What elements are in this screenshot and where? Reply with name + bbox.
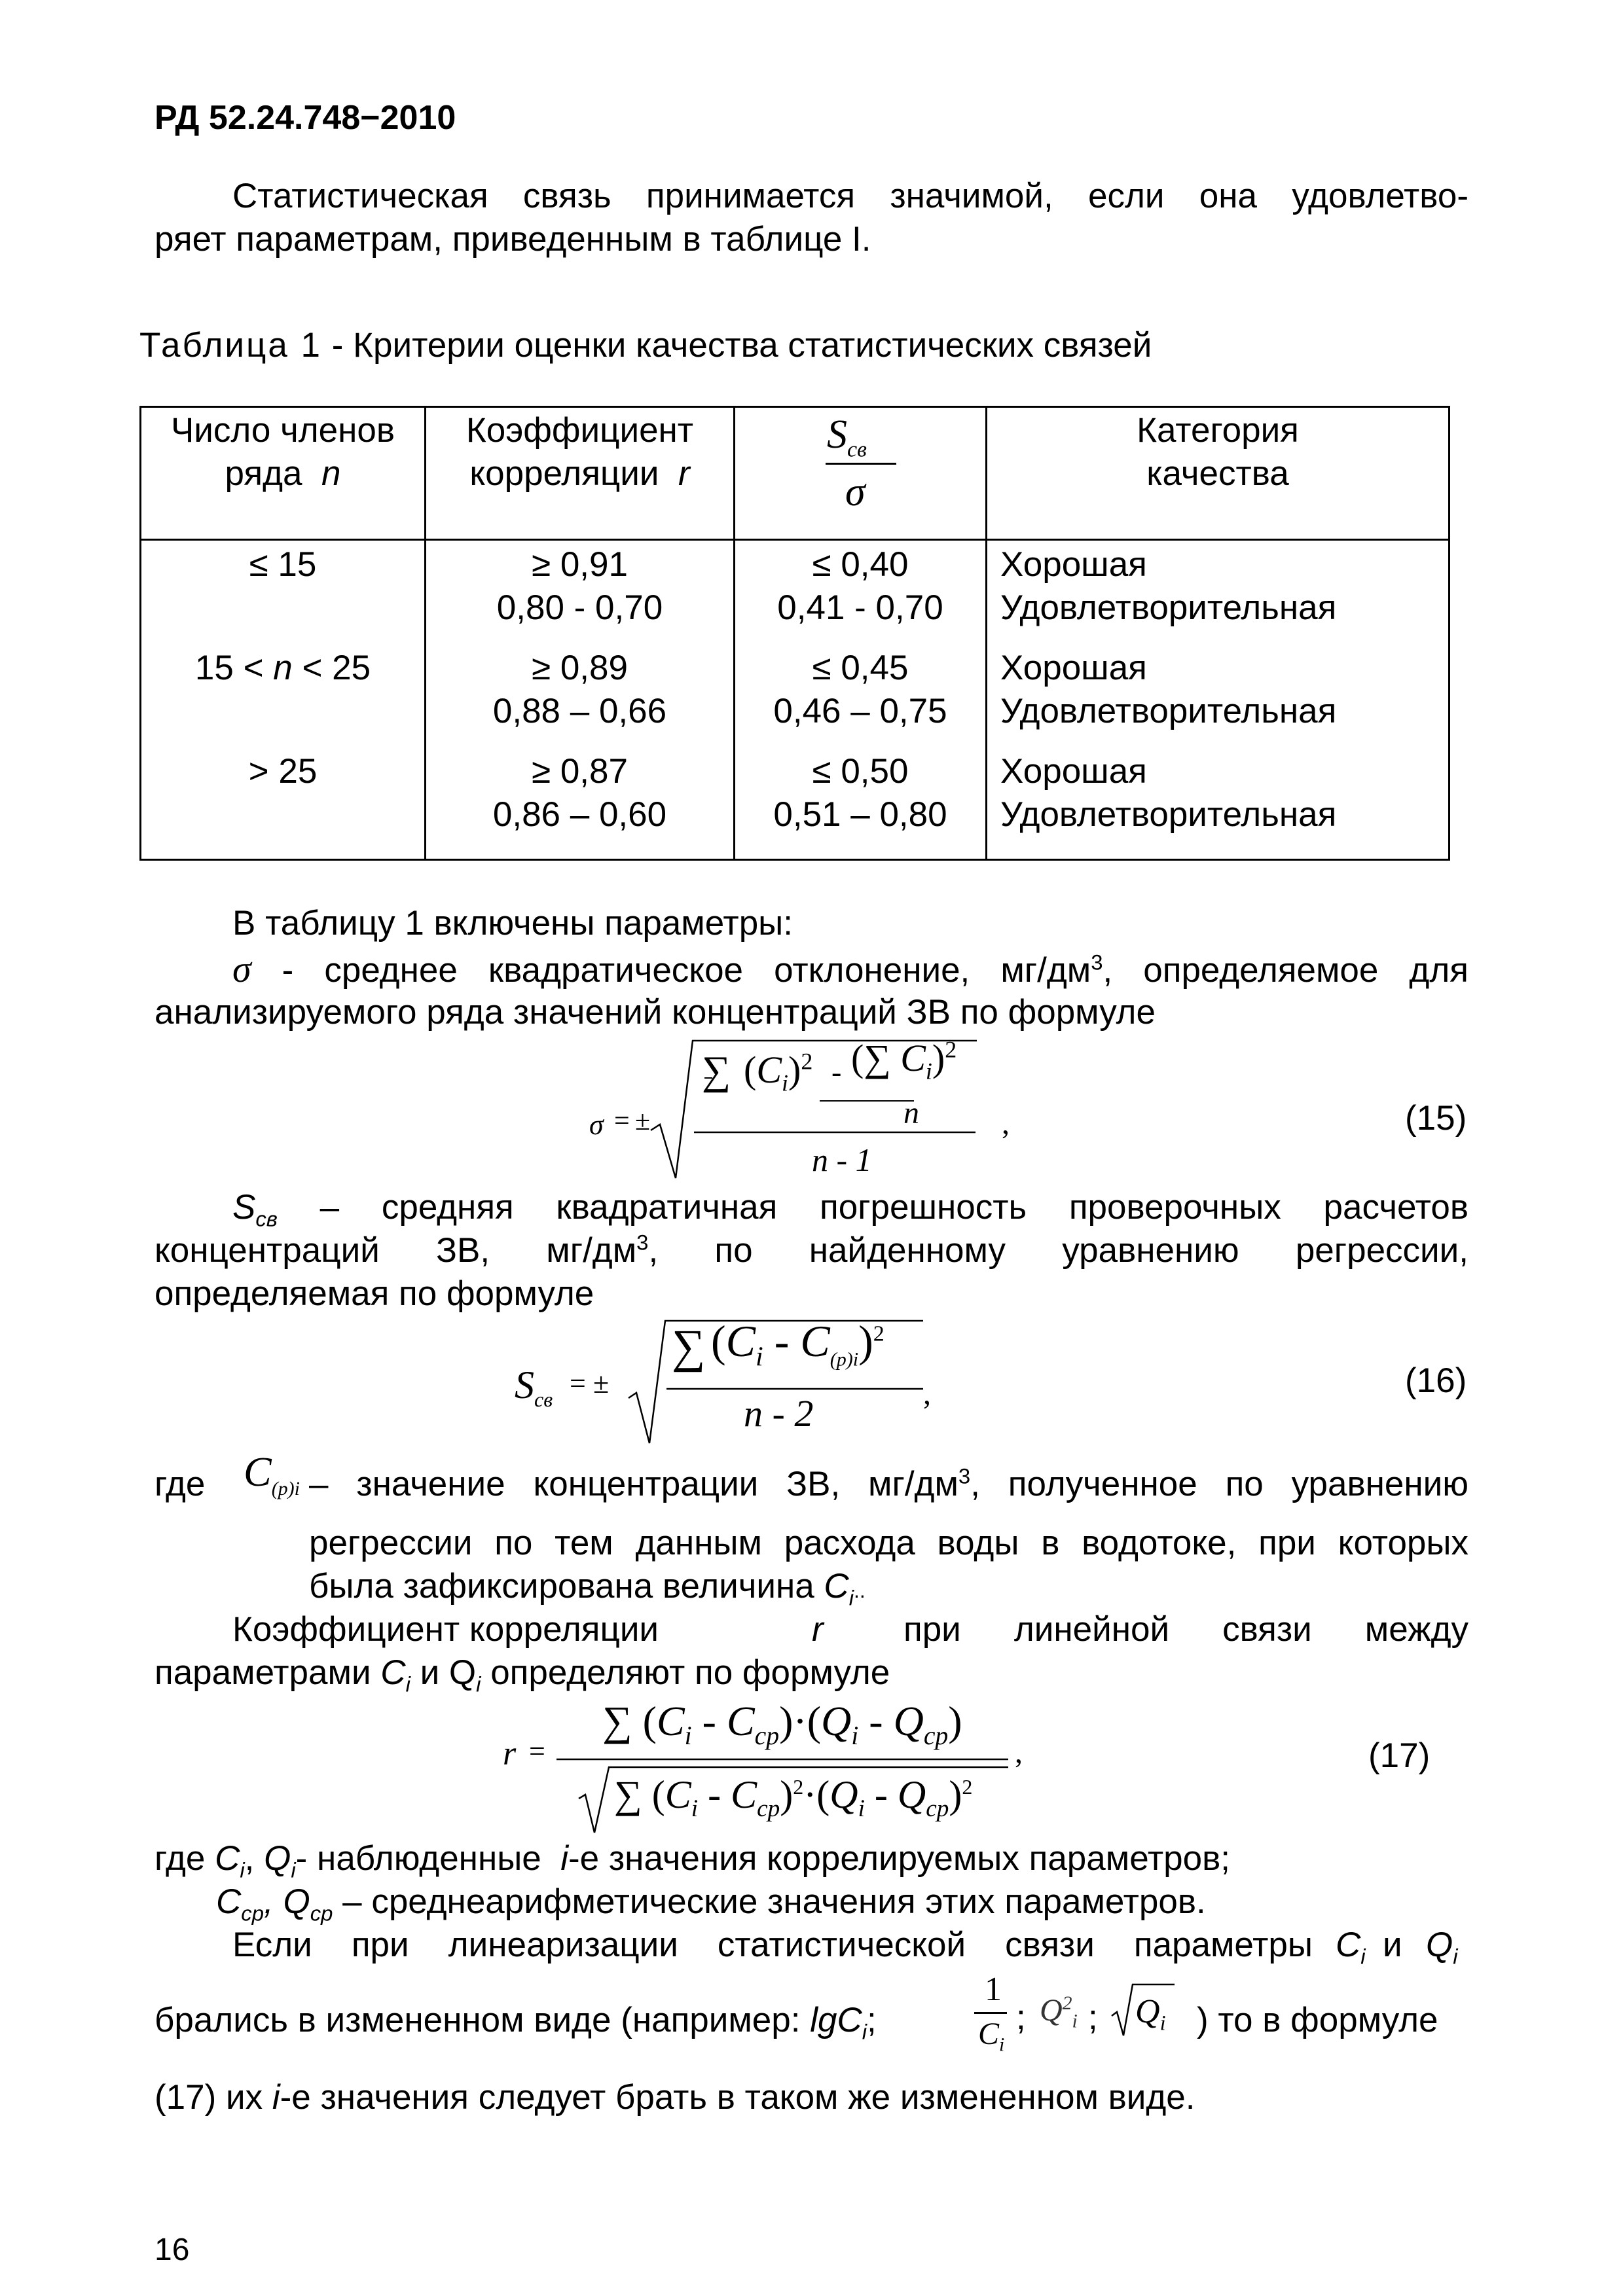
lin-q2-q: Q [1040, 1993, 1063, 2028]
f17-minus3: - [708, 1773, 721, 1816]
f17-minus1: - [702, 1698, 716, 1744]
f16-sq: 2 [873, 1321, 884, 1346]
row3-ratio-good: ≤ 0,50 [812, 752, 909, 791]
lin-line2-a-text: брались в измененном виде (например: [155, 2001, 811, 2039]
f16-s: S [515, 1363, 534, 1407]
f16-denominator: n - 2 [744, 1392, 814, 1435]
cpi-def-line3-var: C [824, 1567, 849, 1605]
f17-ccp2: C [731, 1773, 757, 1816]
corr-line1-var: r [812, 1610, 824, 1649]
lin-q: Q [1426, 1926, 1453, 1964]
f15-plusminus: ± [635, 1106, 651, 1136]
where-label: где [155, 1465, 206, 1503]
row1-n: ≤ 15 [249, 545, 317, 584]
lin-semi2: ; [1088, 1998, 1098, 2037]
s-symbol: S [232, 1188, 256, 1227]
s-def-line2-a: концентраций ЗВ, мг/дм [155, 1231, 637, 1270]
sigma-def-tail: , определяемое для [1103, 951, 1468, 990]
f17-dot2: · [803, 1773, 817, 1816]
where2-c: C [215, 1839, 240, 1878]
formula-17-number: (17) [1368, 1736, 1431, 1775]
s-unit-sup: 3 [636, 1230, 649, 1255]
row2-r-good: ≥ 0,89 [532, 649, 628, 687]
row3-r [426, 750, 733, 836]
s-symbol-sub: св [255, 1206, 278, 1231]
f17-denominator: ∑ $(C_i - C_{cp})^2\cdot(Q_i - Q_{cp})^2$ [614, 1773, 973, 1822]
f17-q: Q [821, 1698, 852, 1744]
row1-category-good: Хорошая [1000, 545, 1147, 584]
header-category [987, 409, 1448, 495]
cpi-def-line3-sub: i [848, 1585, 854, 1610]
f17-qi2: i [858, 1795, 865, 1822]
row2-ratio [735, 647, 985, 733]
corr-line1-b: при линейной связи между [903, 1610, 1468, 1649]
f15-sum2: ∑ [864, 1037, 891, 1079]
lin-line1-text: Если при линеаризации статистической связи параметры [232, 1926, 1313, 1964]
avg-line [216, 1880, 1206, 1924]
f17-ccp-sub: cp [754, 1721, 780, 1750]
row2-n-pre: 15 < [194, 649, 274, 687]
lin-ci-c: C [978, 2017, 1000, 2051]
row1-category [1000, 543, 1448, 630]
lin-fraction-bar [974, 2012, 1007, 2014]
cpi-def-line2: регрессии по тем данным расхода воды в водотоке, при которых [309, 1524, 1468, 1562]
header-r-label: корреляции [469, 454, 659, 493]
avg-c: C [216, 1882, 242, 1921]
where2-line [155, 1837, 1230, 1880]
row2-n-var: n [273, 649, 293, 687]
lin-and: и [1383, 1926, 1402, 1964]
row2-category [1000, 647, 1448, 733]
avg-qsub: ср [310, 1901, 333, 1926]
avg-comma: , [264, 1882, 283, 1921]
header-ratio-sub: св [847, 437, 867, 462]
lin-sqrt-q [1135, 1992, 1166, 2035]
lin-q2-i: i [1072, 2010, 1078, 2032]
row2-n [141, 647, 424, 690]
cpi-def-line3-a: была зафиксирована величина [309, 1567, 824, 1605]
lin-line3-b: -е значения следует брать в таком же измененном виде. [280, 2078, 1195, 2117]
f17-qcp2: Q [897, 1773, 926, 1816]
header-ratio-denominator: σ [845, 470, 866, 514]
cpi-def-line3-end: .. [854, 1579, 866, 1602]
f15-sum1: ∑ [702, 1049, 731, 1093]
row3-category-satisfactory: Удовлетворительная [1000, 795, 1337, 834]
where2-b: - наблюденные [295, 1839, 551, 1878]
intro-line-2: ряет параметрам, приведенным в таблице I. [155, 220, 871, 259]
corr-line2-c: C [380, 1653, 406, 1692]
f16-s-sub: св [534, 1388, 553, 1411]
where2-a: где [155, 1839, 215, 1878]
header-ratio-s: S [827, 412, 847, 457]
f17-sq1: 2 [793, 1775, 804, 1799]
row1-ratio [735, 543, 985, 630]
cpi-sub: (p)i [271, 1477, 301, 1499]
corr-line2-and: и Q [410, 1653, 477, 1692]
lin-semi1: ; [1016, 1998, 1026, 2037]
f16-plusminus: ± [593, 1367, 610, 1399]
row3-ratio-satisfactory: 0,51 – 0,80 [773, 795, 947, 834]
f15-i: i [782, 1069, 789, 1096]
row3-n: > 25 [248, 752, 318, 791]
table-caption-rest: - Критерии оценки качества статистических связей [322, 326, 1152, 365]
header-ratio [735, 409, 985, 539]
f17-sum2: ∑ [614, 1773, 642, 1816]
f16-i: i [756, 1341, 763, 1372]
corr-line2-csub: i [405, 1672, 410, 1696]
f17-ci2: i [691, 1795, 699, 1822]
f15-c2: C [900, 1037, 926, 1079]
f17-qcp2-sub: cp [926, 1795, 949, 1822]
sigma-symbol: σ [232, 948, 251, 990]
f16-sum: ∑ [672, 1320, 706, 1372]
header-n [141, 409, 424, 495]
row1-category-satisfactory: Удовлетворительная [1000, 588, 1337, 627]
f15-c: C [756, 1049, 782, 1091]
avg-q: Q [283, 1882, 310, 1921]
s-def-text: – средняя квадратичная погрешность проверочных расчетов [277, 1188, 1468, 1227]
f17-equals: = [529, 1735, 545, 1767]
header-ratio-bar [826, 463, 896, 465]
header-n-var: n [321, 454, 341, 493]
row3-category [1000, 750, 1448, 836]
row1-r-good: ≥ 0,91 [532, 545, 628, 584]
corr-line2-b: определяют по формуле [481, 1653, 890, 1692]
f15-equals: = [614, 1106, 630, 1136]
s-def-line2 [155, 1229, 1468, 1272]
f15-sq2: 2 [945, 1036, 957, 1063]
cpi-def-b: , полученное по уравнению [970, 1465, 1468, 1503]
corr-line2-qsub: i [476, 1672, 481, 1696]
where2-qsub: i [291, 1857, 296, 1882]
row2-n-post: < 25 [292, 649, 371, 687]
f17-c: C [656, 1698, 685, 1744]
f16-comma: , [923, 1376, 931, 1411]
cpi-def-line1 [309, 1463, 1468, 1506]
sigma-def-text: - среднее квадратическое отклонение, мг/дм [251, 951, 1091, 990]
lin-line3-var: i [272, 2078, 280, 2117]
row2-ratio-good: ≤ 0,45 [812, 649, 909, 687]
f15-sum-ci-squared: (∑ $C_i)^2$ [851, 1036, 957, 1085]
document-code: РД 52.24.748−2010 [155, 99, 456, 137]
row2-category-satisfactory: Удовлетворительная [1000, 692, 1337, 730]
formula-15 [589, 1031, 1021, 1188]
avg-csub: ср [241, 1901, 264, 1926]
cpi-symbol [244, 1448, 301, 1499]
f15-i2: i [925, 1058, 932, 1085]
formula-17 [498, 1689, 1048, 1839]
header-category-line1: Категория [1137, 411, 1299, 450]
table-caption [139, 325, 1152, 365]
f15-ci-squared: $(C_i)^2$ [744, 1048, 813, 1096]
where2-c2: -е значения коррелируемых параметров; [568, 1839, 1231, 1878]
row2-category-good: Хорошая [1000, 649, 1147, 687]
lin-c: C [1336, 1926, 1361, 1964]
row3-r-good: ≥ 0,87 [532, 752, 628, 791]
where2-csub: i [240, 1857, 245, 1882]
header-r-line1: Коэффициент [465, 411, 694, 450]
header-n-line2 [141, 452, 424, 495]
lin-line3-a: (17) их [155, 2078, 272, 2117]
f16-minus: - [774, 1316, 790, 1366]
lin-line2-semi: ; [867, 2001, 877, 2039]
f17-qi: i [851, 1721, 859, 1750]
row1-ratio-satisfactory: 0,41 - 0,70 [777, 588, 943, 627]
lin-one: 1 [985, 1971, 1002, 2008]
table-header-border [139, 539, 1450, 541]
f15-comma: , [1002, 1106, 1010, 1141]
f17-dot: · [793, 1698, 807, 1744]
f17-qcp-sub: cp [923, 1721, 949, 1750]
corr-line2-a: параметрами [155, 1653, 381, 1692]
f17-numerator: ∑ $(C_i - C_{cp})\cdot(Q_i - Q_{cp})$ [602, 1698, 962, 1750]
where2-ivar: i [560, 1839, 569, 1878]
header-r-line2 [426, 452, 733, 495]
header-r-var: r [678, 454, 690, 493]
cpi-unit-sup: 3 [958, 1463, 971, 1488]
lin-line3 [155, 2076, 1195, 2119]
lin-line2-lgsub: i [862, 2019, 867, 2044]
lin-q2-two: 2 [1062, 1992, 1072, 2014]
corr-line1-a: Коэффициент корреляции [232, 1610, 659, 1649]
lin-line1-q [1426, 1924, 1458, 1967]
table-caption-lead: Таблица 1 [139, 326, 323, 365]
row1-ratio-good: ≤ 0,40 [812, 545, 909, 584]
s-def-line2-b: , по найденному уравнению регрессии, [648, 1231, 1468, 1270]
lin-ci-i: i [999, 2034, 1005, 2056]
lin-qsub: i [1453, 1944, 1458, 1969]
lin-line1-c [1336, 1924, 1366, 1967]
f15-sigma: σ [589, 1109, 604, 1141]
table-right-border [1448, 406, 1450, 861]
f17-sq2: 2 [962, 1775, 973, 1799]
f16-cp: C [800, 1316, 830, 1366]
lin-line2-lg: lgC [810, 2001, 862, 2039]
table-bottom-border [139, 859, 1450, 861]
s-def-line3: определяемая по формуле [155, 1274, 594, 1313]
sigma-def-line1 [232, 948, 1468, 992]
lin-line2-a [155, 1999, 877, 2042]
row3-ratio [735, 750, 985, 836]
header-category-line2: качества [1146, 454, 1289, 493]
table-top-border [139, 406, 1450, 408]
f17-comma: , [1015, 1735, 1023, 1770]
lin-examples [969, 1970, 1218, 2075]
f17-ccp: C [726, 1698, 755, 1744]
f17-qcp: Q [893, 1698, 924, 1744]
row3-r-satisfactory: 0,86 – 0,60 [492, 795, 667, 834]
header-r [426, 409, 733, 495]
lin-sqrt-q-q: Q [1135, 1993, 1160, 2030]
f17-q2: Q [830, 1773, 858, 1816]
row1-r-satisfactory: 0,80 - 0,70 [496, 588, 663, 627]
lin-ci [978, 2016, 1005, 2056]
sigma-unit-sup: 3 [1091, 950, 1103, 975]
f17-c2: C [665, 1773, 691, 1816]
lin-csub: i [1360, 1944, 1366, 1969]
f17-ccp2-sub: cp [757, 1795, 780, 1822]
formula-16-number: (16) [1405, 1361, 1467, 1400]
f16-lhs [515, 1363, 553, 1411]
f17-ci: i [684, 1721, 692, 1750]
f16-cp-sub: (p)i [830, 1348, 859, 1371]
lin-line2-b: ) то в формуле [1197, 2001, 1438, 2039]
formula-16 [504, 1316, 962, 1446]
f16-numerator: $(C_i - C_{(p)i})^2$ [711, 1316, 884, 1372]
formula-15-number: (15) [1405, 1099, 1467, 1138]
f16-equals: = [570, 1367, 586, 1399]
lin-q2 [1040, 1992, 1078, 2032]
avg-rest: – среднеарифметические значения этих параметров. [333, 1882, 1206, 1921]
f17-r: r [503, 1735, 517, 1772]
params-intro: В таблицу 1 включены параметры: [232, 904, 793, 942]
row1-r [426, 543, 733, 630]
row2-r [426, 647, 733, 733]
f16-c: C [725, 1316, 756, 1366]
where2-q: Q [264, 1839, 291, 1878]
row2-ratio-satisfactory: 0,46 – 0,75 [773, 692, 947, 730]
row2-r-satisfactory: 0,88 – 0,66 [492, 692, 667, 730]
header-ratio-numerator [827, 412, 867, 462]
f17-sum1: ∑ [602, 1698, 632, 1744]
header-n-label: ряда [225, 454, 302, 493]
cpi-def-a: – значение концентрации ЗВ, мг/дм [309, 1465, 958, 1503]
row3-category-good: Хорошая [1000, 752, 1147, 791]
s-def-line1 [232, 1186, 1468, 1229]
header-n-line1: Число членов [170, 411, 395, 450]
cpi-c: C [244, 1448, 272, 1495]
cpi-def-line3 [309, 1565, 866, 1612]
where2-comma: , [244, 1839, 264, 1878]
f15-sq: 2 [801, 1048, 813, 1075]
f17-minus2: - [869, 1698, 883, 1744]
page-number: 16 [155, 2233, 190, 2267]
f15-denominator: n - 1 [812, 1141, 872, 1178]
lin-sqrt-q-i: i [1159, 2011, 1166, 2035]
f17-minus4: - [874, 1773, 888, 1816]
intro-line-1: Статистическая связь принимается значимой, если она удовлетво- [232, 177, 1468, 215]
f15-n: n [903, 1096, 919, 1130]
sigma-def-line2: анализируемого ряда значений концентраций ЗВ по формуле [155, 993, 1156, 1031]
f15-minus: - [831, 1055, 842, 1088]
